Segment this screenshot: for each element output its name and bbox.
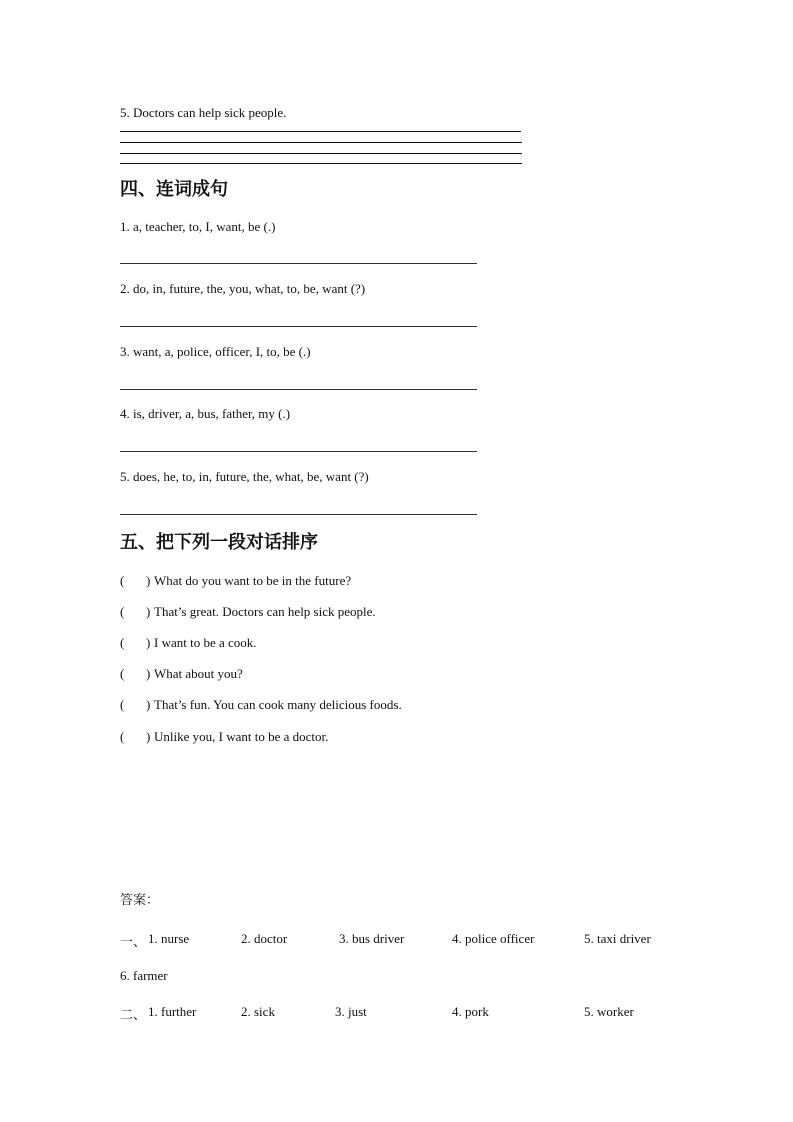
section4-title: 四、连词成句: [120, 179, 228, 200]
section4-item-2: 2. do, in, future, the, you, what, to, be, want (?): [120, 281, 366, 296]
answer-line-4: [120, 451, 477, 452]
open-paren: (: [120, 604, 125, 619]
answer-item: 3. just: [335, 1004, 367, 1019]
section4-item-3: 3. want, a, police, officer, I, to, be (.): [120, 344, 311, 359]
answer-item: 2. sick: [241, 1004, 275, 1019]
writing-line-3: [120, 153, 522, 154]
close-paren: ): [146, 604, 151, 619]
open-paren: (: [120, 666, 125, 681]
section4-item-5: 5. does, he, to, in, future, the, what, be, want (?): [120, 469, 369, 484]
answer-item: 1. further: [148, 1004, 197, 1019]
answer-item: 4. pork: [452, 1004, 489, 1019]
writing-line-4: [120, 163, 522, 164]
open-paren: (: [120, 573, 125, 588]
dialogue-text: Unlike you, I want to be a doctor.: [154, 729, 329, 744]
writing-line-2: [120, 142, 522, 143]
answer-item: 4. police officer: [452, 931, 535, 946]
answer-item: 1. nurse: [148, 931, 190, 946]
answer-line-1: [120, 263, 477, 264]
answer-line-5: [120, 514, 477, 515]
answer-item: 5. worker: [584, 1004, 634, 1019]
open-paren: (: [120, 729, 125, 744]
dialogue-text: That’s great. Doctors can help sick people.: [154, 604, 376, 619]
section3-item5-sentence: 5. Doctors can help sick people.: [120, 105, 287, 120]
dialogue-text: What about you?: [154, 666, 243, 681]
close-paren: ): [146, 666, 151, 681]
close-paren: ): [146, 573, 151, 588]
dialogue-text: What do you want to be in the future?: [154, 573, 352, 588]
open-paren: (: [120, 697, 125, 712]
answers-part1-prefix: 一、: [120, 935, 147, 950]
open-paren: (: [120, 635, 125, 650]
section4-item-4: 4. is, driver, a, bus, father, my (.): [120, 406, 291, 421]
answer-line-3: [120, 389, 477, 390]
writing-line-1: [120, 131, 521, 132]
section4-item-1: 1. a, teacher, to, I, want, be (.): [120, 219, 276, 234]
close-paren: ): [146, 697, 151, 712]
answers-label: 答案：: [120, 893, 160, 908]
dialogue-text: I want to be a cook.: [154, 635, 257, 650]
answer-line-2: [120, 326, 477, 327]
answer-item: 5. taxi driver: [584, 931, 651, 946]
dialogue-text: That’s fun. You can cook many delicious foods.: [154, 697, 402, 712]
close-paren: ): [146, 635, 151, 650]
answer-item: 3. bus driver: [339, 931, 405, 946]
section5-title: 五、把下列一段对话排序: [120, 532, 318, 553]
answer-item: 6. farmer: [120, 968, 168, 983]
answers-part2-prefix: 二、: [120, 1008, 147, 1023]
close-paren: ): [146, 729, 151, 744]
answer-item: 2. doctor: [241, 931, 288, 946]
